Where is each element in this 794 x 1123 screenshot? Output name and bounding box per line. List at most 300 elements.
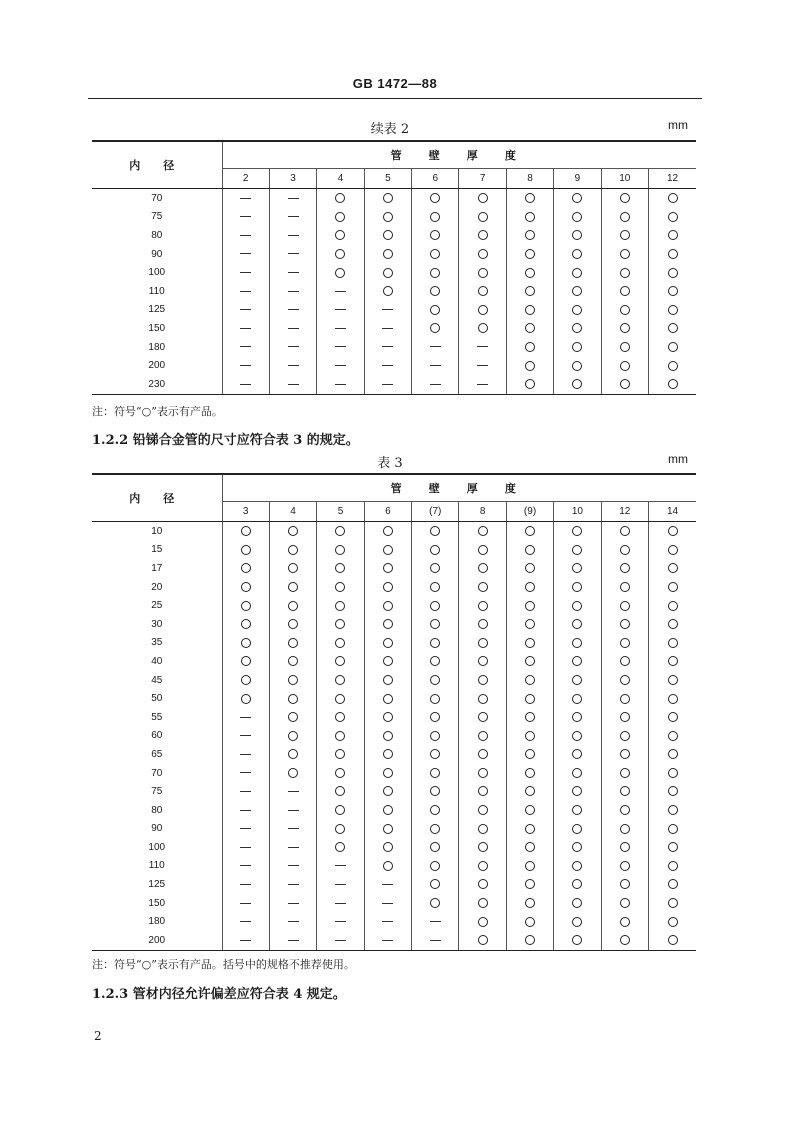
available-cell [364, 522, 411, 541]
circle-mark-icon [620, 675, 630, 685]
circle-mark-icon [572, 526, 582, 536]
circle-mark-icon [572, 212, 582, 222]
table-row [92, 578, 696, 597]
column-header: 3 [222, 502, 269, 522]
unavailable-cell [222, 375, 269, 394]
circle-mark-icon [668, 545, 678, 555]
available-cell [506, 338, 553, 357]
available-cell [364, 652, 411, 671]
circle-mark-icon [478, 675, 488, 685]
available-cell [601, 727, 648, 746]
dash-mark-icon [240, 735, 251, 736]
circle-mark-icon [525, 935, 535, 945]
dash-mark-icon [382, 903, 393, 904]
available-cell [649, 689, 696, 708]
inner-diameter-cell: 75 [92, 208, 222, 227]
available-cell [506, 875, 553, 894]
dash-mark-icon [240, 810, 251, 811]
inner-diameter-cell: 40 [92, 652, 222, 671]
column-header: 5 [317, 502, 364, 522]
circle-mark-icon [668, 230, 678, 240]
circle-mark-icon [525, 286, 535, 296]
circle-mark-icon [572, 917, 582, 927]
circle-mark-icon [430, 601, 440, 611]
available-cell [649, 375, 696, 394]
circle-mark-icon [383, 193, 393, 203]
circle-mark-icon [525, 361, 535, 371]
table-row [92, 708, 696, 727]
circle-mark-icon [620, 731, 630, 741]
available-cell [554, 263, 601, 282]
inner-diameter-cell: 100 [92, 838, 222, 857]
column-header: 7 [459, 169, 506, 189]
available-cell [554, 615, 601, 634]
dash-mark-icon [288, 828, 299, 829]
circle-mark-icon [430, 712, 440, 722]
table-row [92, 356, 696, 375]
circle-mark-icon [335, 526, 345, 536]
unavailable-cell [222, 820, 269, 839]
circle-mark-icon [668, 305, 678, 315]
circle-mark-icon [335, 563, 345, 573]
available-cell [601, 782, 648, 801]
dash-mark-icon [240, 328, 251, 329]
circle-mark-icon [620, 323, 630, 333]
dash-mark-icon [240, 272, 251, 273]
circle-mark-icon [335, 824, 345, 834]
dash-mark-icon [430, 384, 441, 385]
circle-mark-icon [383, 842, 393, 852]
dash-mark-icon [382, 309, 393, 310]
unavailable-cell [364, 875, 411, 894]
available-cell [364, 282, 411, 301]
table-row [92, 912, 696, 931]
circle-mark-icon [241, 675, 251, 685]
available-cell [269, 615, 316, 634]
dash-mark-icon [240, 346, 251, 347]
table-row [92, 263, 696, 282]
circle-mark-icon [430, 879, 440, 889]
available-cell [601, 338, 648, 357]
available-cell [412, 689, 459, 708]
circle-mark-icon [288, 638, 298, 648]
dash-mark-icon [240, 828, 251, 829]
available-cell [649, 931, 696, 950]
circle-mark-icon [430, 805, 440, 815]
circle-mark-icon [288, 749, 298, 759]
circle-mark-icon [430, 268, 440, 278]
circle-mark-icon [383, 619, 393, 629]
available-cell [506, 245, 553, 264]
circle-mark-icon [668, 935, 678, 945]
available-cell [506, 578, 553, 597]
table-row [92, 301, 696, 320]
unavailable-cell [269, 282, 316, 301]
available-cell [554, 319, 601, 338]
available-cell [412, 189, 459, 208]
column-header: 8 [459, 502, 506, 522]
circle-mark-icon [478, 917, 488, 927]
unavailable-cell [222, 282, 269, 301]
available-cell [506, 727, 553, 746]
inner-diameter-cell: 90 [92, 245, 222, 264]
circle-mark-icon [525, 694, 535, 704]
available-cell [601, 857, 648, 876]
unavailable-cell [317, 931, 364, 950]
unavailable-cell [412, 338, 459, 357]
circle-mark-icon [241, 694, 251, 704]
circle-mark-icon [335, 712, 345, 722]
inner-diameter-cell: 110 [92, 282, 222, 301]
clause-1-2-3: 1.2.3 管材内径允许偏差应符合表 4 规定。 [92, 987, 346, 1002]
inner-diameter-cell: 150 [92, 319, 222, 338]
circle-mark-icon [620, 286, 630, 296]
available-cell [506, 559, 553, 578]
available-cell [554, 708, 601, 727]
inner-diameter-cell: 65 [92, 745, 222, 764]
available-cell [506, 189, 553, 208]
available-cell [506, 912, 553, 931]
available-cell [554, 634, 601, 653]
available-cell [649, 356, 696, 375]
available-cell [364, 226, 411, 245]
dash-mark-icon [477, 365, 488, 366]
circle-mark-icon [430, 212, 440, 222]
circle-mark-icon [668, 805, 678, 815]
available-cell [364, 208, 411, 227]
circle-mark-icon [525, 656, 535, 666]
available-cell [649, 708, 696, 727]
circle-mark-icon [288, 526, 298, 536]
available-cell [459, 727, 506, 746]
available-cell [222, 671, 269, 690]
circle-mark-icon [668, 379, 678, 389]
circle-mark-icon [620, 917, 630, 927]
available-cell [601, 189, 648, 208]
unavailable-cell [317, 356, 364, 375]
unavailable-cell [412, 912, 459, 931]
available-cell [459, 282, 506, 301]
available-cell [317, 745, 364, 764]
available-cell [412, 782, 459, 801]
available-cell [222, 559, 269, 578]
unavailable-cell [269, 375, 316, 394]
available-cell [364, 801, 411, 820]
available-cell [222, 596, 269, 615]
circle-mark-icon [668, 917, 678, 927]
circle-mark-icon [288, 619, 298, 629]
available-cell [364, 782, 411, 801]
circle-mark-icon [620, 935, 630, 945]
available-cell [649, 208, 696, 227]
available-cell [317, 782, 364, 801]
circle-mark-icon [383, 601, 393, 611]
circle-mark-icon [525, 601, 535, 611]
available-cell [554, 356, 601, 375]
available-cell [554, 801, 601, 820]
circle-mark-icon [525, 212, 535, 222]
circle-mark-icon [572, 861, 582, 871]
circle-mark-icon [620, 842, 630, 852]
table-row [92, 894, 696, 913]
inner-diameter-cell: 20 [92, 578, 222, 597]
circle-mark-icon [478, 786, 488, 796]
available-cell [649, 522, 696, 541]
available-cell [506, 208, 553, 227]
circle-mark-icon [335, 786, 345, 796]
dash-mark-icon [240, 847, 251, 848]
dash-mark-icon [240, 903, 251, 904]
circle-mark-icon [668, 323, 678, 333]
circle-mark-icon [430, 323, 440, 333]
available-cell [459, 596, 506, 615]
circle-mark-icon [668, 563, 678, 573]
available-cell [459, 541, 506, 560]
inner-diameter-cell: 80 [92, 801, 222, 820]
unavailable-cell [317, 282, 364, 301]
available-cell [601, 559, 648, 578]
circle-mark-icon [525, 545, 535, 555]
unavailable-cell [269, 245, 316, 264]
circle-mark-icon [478, 768, 488, 778]
column-header: (9) [506, 502, 553, 522]
table-row [92, 652, 696, 671]
unavailable-cell [222, 263, 269, 282]
available-cell [601, 634, 648, 653]
unavailable-cell [222, 208, 269, 227]
dash-mark-icon [240, 235, 251, 236]
circle-mark-icon [620, 712, 630, 722]
available-cell [601, 541, 648, 560]
circle-mark-icon [430, 286, 440, 296]
available-cell [554, 301, 601, 320]
circle-mark-icon [572, 323, 582, 333]
available-cell [412, 559, 459, 578]
dash-mark-icon [288, 903, 299, 904]
available-cell [554, 764, 601, 783]
circle-mark-icon [288, 675, 298, 685]
circle-mark-icon [668, 582, 678, 592]
available-cell [649, 263, 696, 282]
dash-mark-icon [288, 328, 299, 329]
circle-mark-icon [430, 619, 440, 629]
dash-mark-icon [430, 346, 441, 347]
unavailable-cell [269, 208, 316, 227]
available-cell [459, 301, 506, 320]
unavailable-cell [222, 189, 269, 208]
available-cell [364, 634, 411, 653]
circle-mark-icon [288, 563, 298, 573]
available-cell [554, 541, 601, 560]
available-cell [364, 189, 411, 208]
circle-mark-icon [620, 656, 630, 666]
unavailable-cell [269, 931, 316, 950]
available-cell [459, 559, 506, 578]
unavailable-cell [269, 912, 316, 931]
circle-mark-icon [430, 861, 440, 871]
available-cell [601, 319, 648, 338]
circle-mark-icon [525, 675, 535, 685]
circle-mark-icon [525, 342, 535, 352]
available-cell [601, 208, 648, 227]
available-cell [554, 912, 601, 931]
available-cell [554, 838, 601, 857]
circle-mark-icon [478, 935, 488, 945]
unavailable-cell [269, 838, 316, 857]
dash-mark-icon [335, 903, 346, 904]
available-cell [364, 245, 411, 264]
available-cell [649, 615, 696, 634]
circle-mark-icon [335, 193, 345, 203]
circle-mark-icon [478, 323, 488, 333]
available-cell [222, 652, 269, 671]
unavailable-cell [412, 931, 459, 950]
circle-mark-icon [478, 268, 488, 278]
circle-mark-icon [668, 526, 678, 536]
table-row [92, 208, 696, 227]
dash-mark-icon [240, 253, 251, 254]
circle-mark-icon [620, 361, 630, 371]
circle-mark-icon [335, 582, 345, 592]
circle-mark-icon [478, 230, 488, 240]
unavailable-cell [269, 894, 316, 913]
circle-mark-icon [572, 286, 582, 296]
circle-mark-icon [430, 768, 440, 778]
available-cell [317, 559, 364, 578]
circle-mark-icon [478, 824, 488, 834]
available-cell [317, 801, 364, 820]
table3-note: 注：符号“○”表示有产品。括号中的规格不推荐使用。 [92, 958, 355, 971]
column-header: 14 [649, 502, 696, 522]
available-cell [506, 301, 553, 320]
dash-mark-icon [288, 272, 299, 273]
table-row [92, 282, 696, 301]
inner-diameter-cell: 55 [92, 708, 222, 727]
circle-mark-icon [383, 230, 393, 240]
table-row [92, 820, 696, 839]
circle-mark-icon [620, 824, 630, 834]
circle-mark-icon [430, 898, 440, 908]
unavailable-cell [459, 356, 506, 375]
unavailable-cell [222, 857, 269, 876]
available-cell [649, 282, 696, 301]
circle-mark-icon [668, 268, 678, 278]
available-cell [649, 727, 696, 746]
circle-mark-icon [430, 731, 440, 741]
circle-mark-icon [335, 545, 345, 555]
circle-mark-icon [525, 563, 535, 573]
available-cell [506, 319, 553, 338]
available-cell [554, 671, 601, 690]
circle-mark-icon [572, 230, 582, 240]
available-cell [459, 838, 506, 857]
available-cell [317, 263, 364, 282]
available-cell [601, 838, 648, 857]
circle-mark-icon [478, 563, 488, 573]
circle-mark-icon [572, 879, 582, 889]
table-row [92, 838, 696, 857]
circle-mark-icon [572, 842, 582, 852]
inner-diameter-cell: 70 [92, 189, 222, 208]
table2 [92, 140, 696, 395]
available-cell [412, 894, 459, 913]
available-cell [601, 301, 648, 320]
circle-mark-icon [668, 656, 678, 666]
circle-mark-icon [430, 786, 440, 796]
circle-mark-icon [668, 898, 678, 908]
circle-mark-icon [572, 582, 582, 592]
circle-mark-icon [572, 361, 582, 371]
available-cell [459, 875, 506, 894]
available-cell [412, 208, 459, 227]
circle-mark-icon [572, 898, 582, 908]
available-cell [554, 931, 601, 950]
unavailable-cell [222, 708, 269, 727]
circle-mark-icon [668, 731, 678, 741]
circle-mark-icon [430, 675, 440, 685]
circle-mark-icon [383, 768, 393, 778]
circle-mark-icon [430, 638, 440, 648]
available-cell [269, 745, 316, 764]
available-cell [412, 615, 459, 634]
circle-mark-icon [525, 768, 535, 778]
dash-mark-icon [240, 717, 251, 718]
dash-mark-icon [335, 365, 346, 366]
circle-mark-icon [241, 545, 251, 555]
available-cell [317, 245, 364, 264]
inner-diameter-cell: 100 [92, 263, 222, 282]
available-cell [412, 764, 459, 783]
dash-mark-icon [288, 884, 299, 885]
available-cell [649, 857, 696, 876]
available-cell [364, 578, 411, 597]
circle-mark-icon [430, 842, 440, 852]
available-cell [649, 578, 696, 597]
circle-mark-icon [430, 563, 440, 573]
dash-mark-icon [430, 940, 441, 941]
column-header: 10 [601, 169, 648, 189]
circle-mark-icon [383, 563, 393, 573]
available-cell [269, 634, 316, 653]
circle-mark-icon [335, 249, 345, 259]
circle-mark-icon [241, 563, 251, 573]
available-cell [649, 764, 696, 783]
available-cell [317, 727, 364, 746]
available-cell [601, 912, 648, 931]
unavailable-cell [317, 894, 364, 913]
available-cell [601, 263, 648, 282]
circle-mark-icon [478, 526, 488, 536]
circle-mark-icon [620, 526, 630, 536]
column-header: 6 [364, 502, 411, 522]
dash-mark-icon [240, 754, 251, 755]
dash-mark-icon [382, 940, 393, 941]
circle-mark-icon [668, 675, 678, 685]
available-cell [459, 208, 506, 227]
circle-mark-icon [241, 601, 251, 611]
circle-mark-icon [525, 731, 535, 741]
circle-mark-icon [335, 768, 345, 778]
available-cell [459, 245, 506, 264]
circle-mark-icon [478, 212, 488, 222]
available-cell [601, 764, 648, 783]
header-rule [88, 98, 702, 99]
available-cell [601, 375, 648, 394]
table-row [92, 782, 696, 801]
circle-mark-icon [620, 749, 630, 759]
circle-mark-icon [525, 898, 535, 908]
circle-mark-icon [572, 786, 582, 796]
